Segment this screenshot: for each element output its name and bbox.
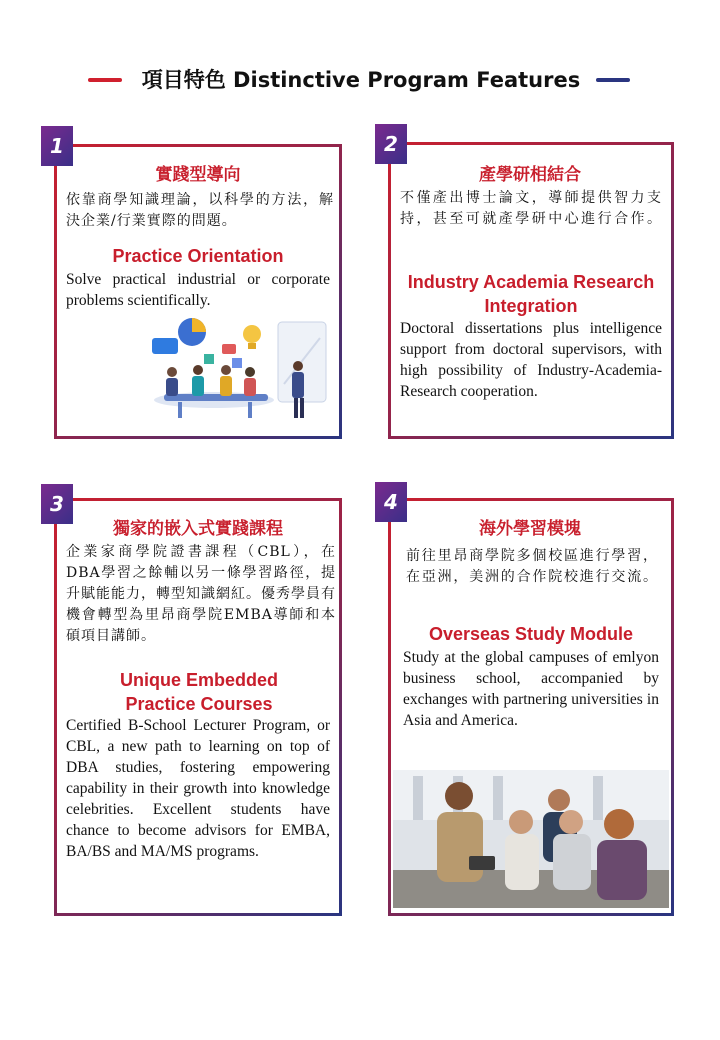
card-en-body: Doctoral dissertations plus intelligence support from doctoral supervisors, with high possibility of Industry-Academia-Research cooperation. [400, 320, 662, 400]
card-zh-title: 產學研相結合 [479, 165, 581, 185]
card-en-title: Industry Academia Research Integration [407, 272, 655, 316]
card-number-badge: 2 [375, 124, 407, 164]
students-group-photo [393, 770, 669, 908]
card-zh-title: 海外學習模塊 [479, 519, 581, 539]
card-zh-body: 企業家商學院證書課程（CBL），在DBA學習之餘輔以另一條學習路徑，提升賦能能力，轉型知識網紅。優秀學員有機會轉型為里昂商學院EMBA導師和本碩項目講師。 [66, 544, 336, 644]
card-number-badge: 3 [41, 484, 73, 524]
card-zh-body: 依靠商學知識理論，以科學的方法，解決企業/行業實際的問題。 [66, 192, 334, 229]
lightbulb-icon [243, 325, 261, 343]
card-zh-title: 獨家的嵌入式實踐課程 [113, 519, 283, 539]
card-en-body: Certified B-School Lecturer Program, or CBL, a new path to learning on top of DBA studies, fostering empowering capability in their growth into knowledge celebrities. Excellent students have chance to become advisors for EMBA, BA/BS and MA/MS programs. [66, 717, 330, 860]
chat-bubble-icon [152, 338, 178, 354]
video-icon [222, 344, 236, 354]
card-zh-body: 前往里昂商學院多個校區進行學習，在亞洲，美洲的合作院校進行交流。 [406, 548, 658, 585]
team-meeting-illustration [148, 314, 338, 426]
title-accent-line-navy [596, 78, 630, 82]
page-title: 項目特色 Distinctive Program Features [141, 68, 581, 92]
card-en-title: Practice Orientation [112, 246, 284, 266]
card-number-badge: 1 [41, 126, 73, 166]
card-zh-title: 實踐型導向 [155, 165, 241, 185]
card-en-body: Study at the global campuses of emlyon business school, accompanied by exchanges with partnering universities in Asia and America. [403, 649, 659, 729]
card-number-badge: 4 [375, 482, 407, 522]
title-accent-line-red [88, 78, 122, 82]
card-en-body: Solve practical industrial or corporate problems scientifically. [66, 271, 330, 309]
card-zh-body: 不僅產出博士論文，導師提供智力支持，甚至可就產學研中心進行合作。 [400, 190, 662, 227]
page-header [0, 64, 720, 96]
card-en-title: Unique Embedded Practice Courses [119, 670, 278, 714]
card-en-title: Overseas Study Module [428, 624, 634, 644]
